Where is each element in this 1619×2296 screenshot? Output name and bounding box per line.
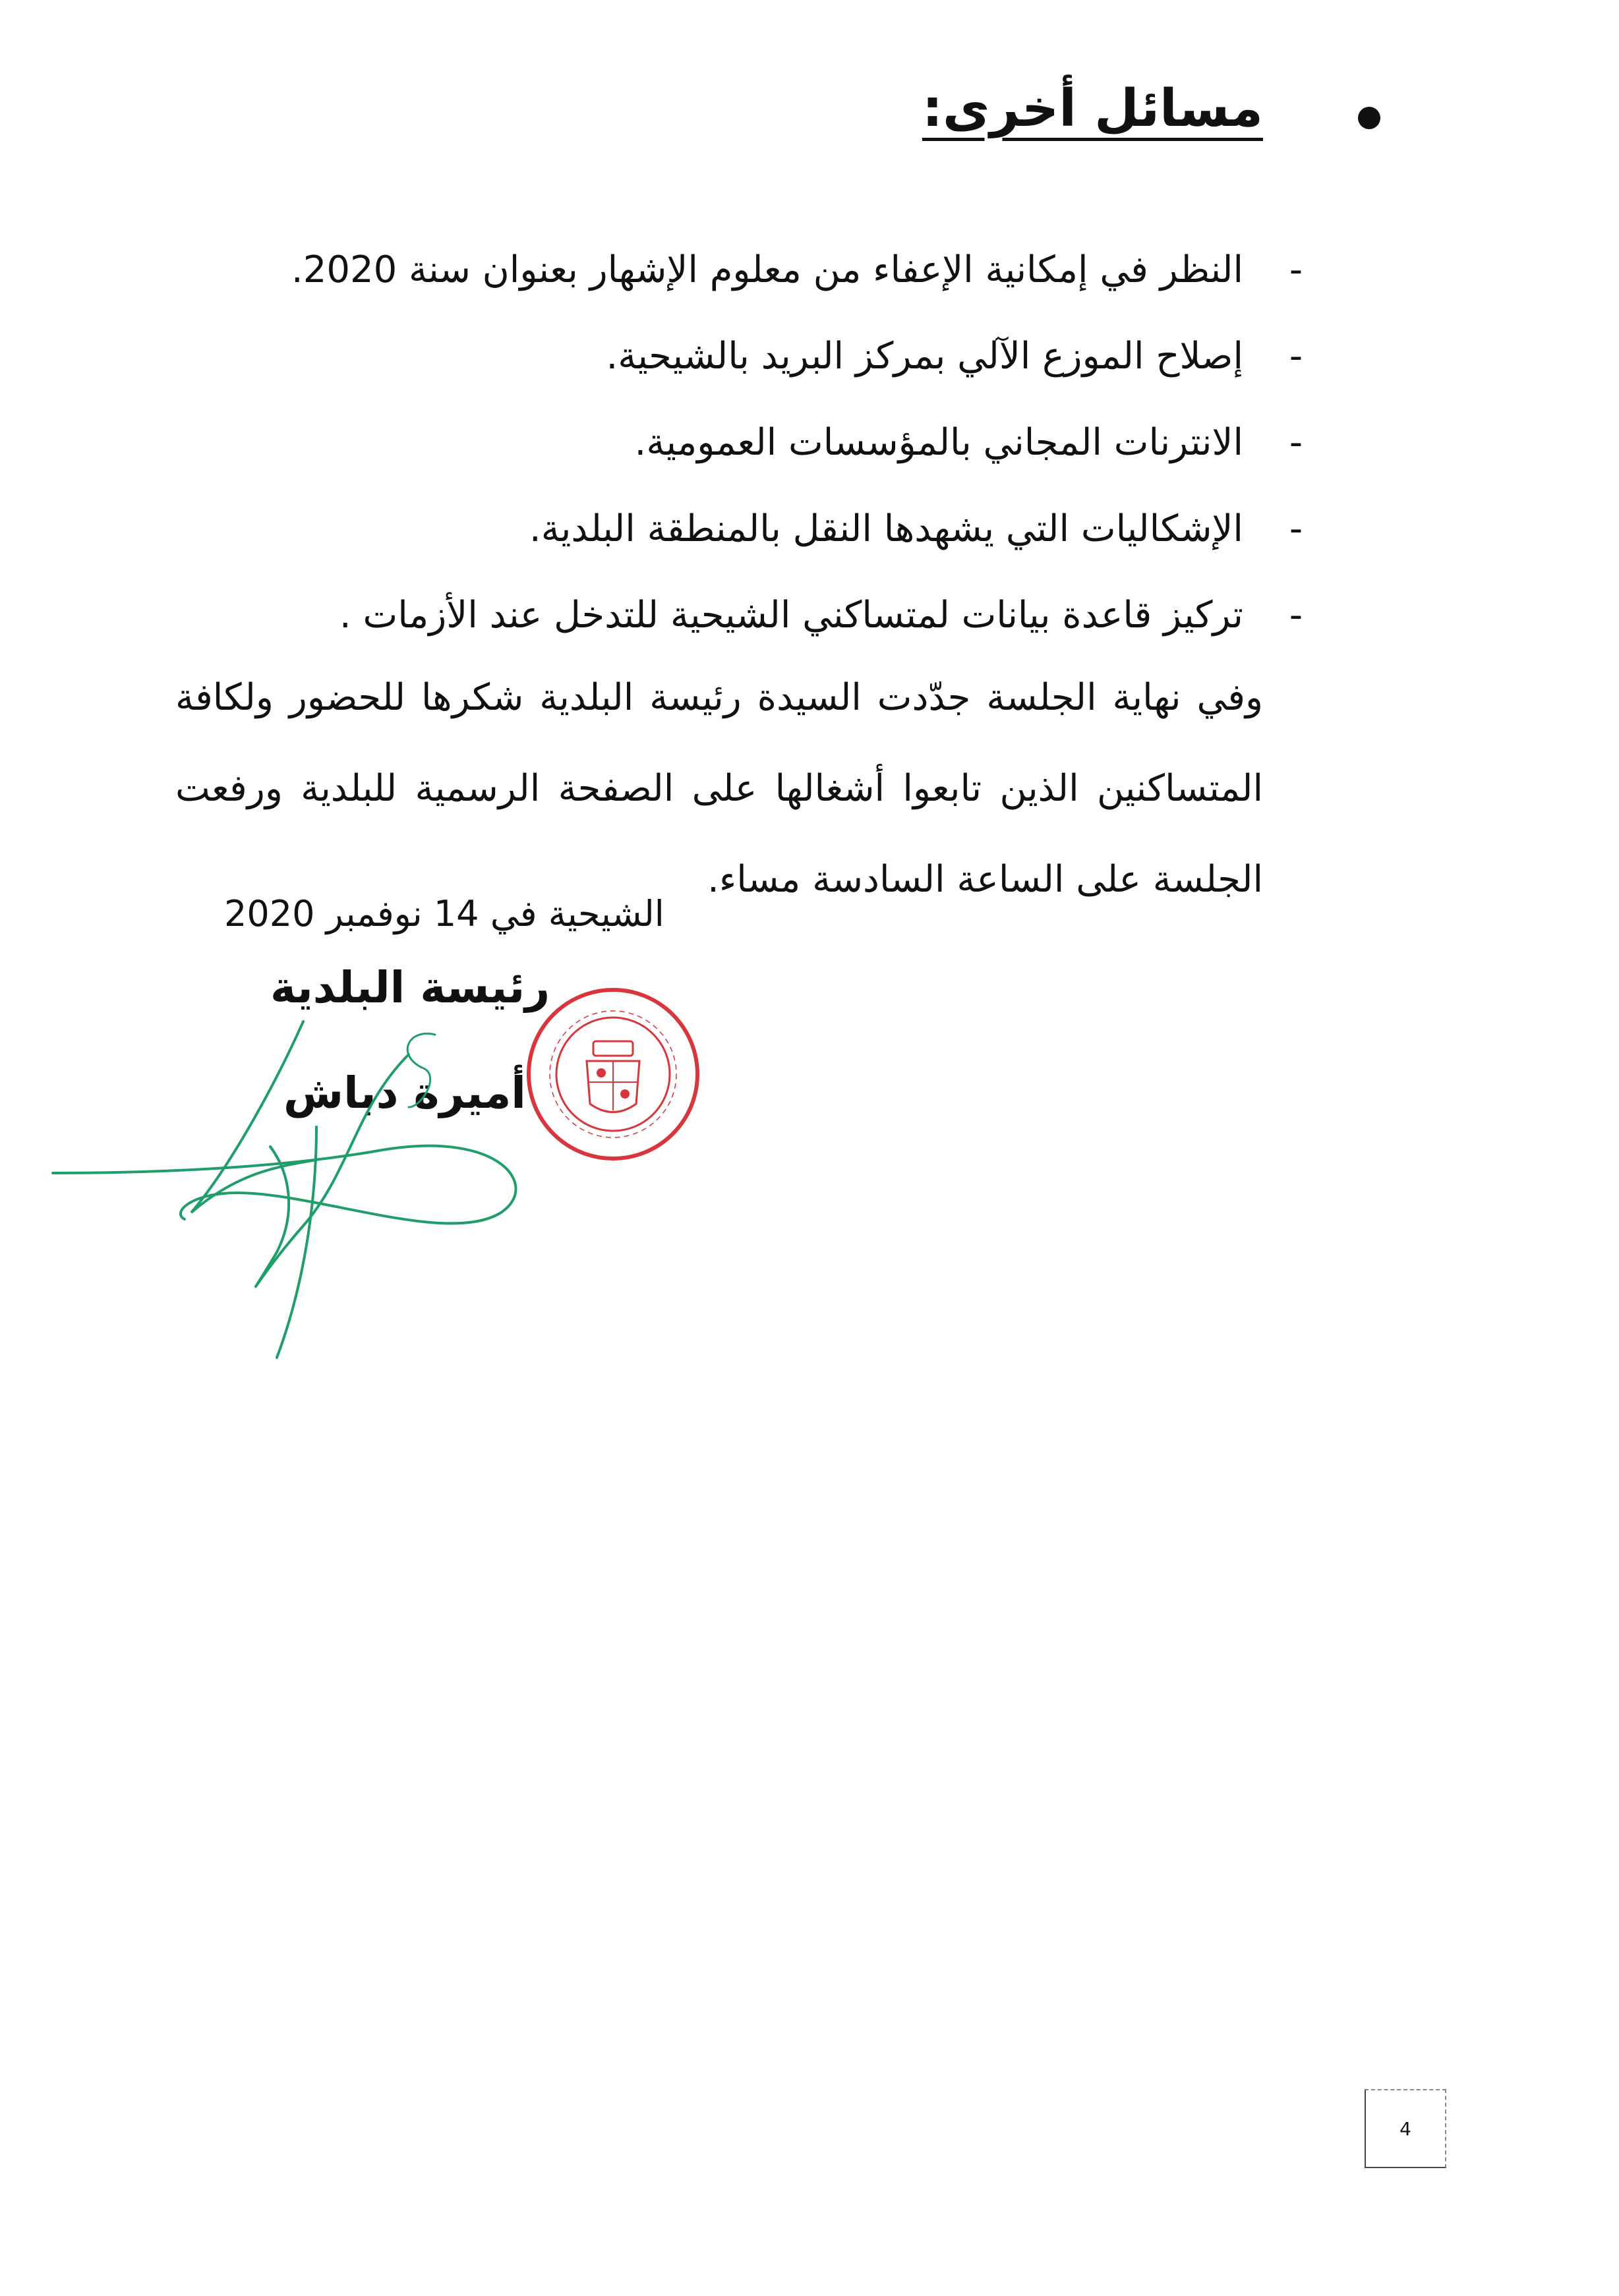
heading-bullet-icon — [1358, 107, 1380, 129]
signatory-title: رئيسة البلدية — [270, 962, 550, 1013]
closing-paragraph: وفي نهاية الجلسة جدّدت السيدة رئيسة البلدية شكرها للحضور ولكافة المتساكنين الذين تابعوا أشغالها على الصفحة الرسمية للبلدية ورفعت الجلسة على الساعة السادسة مساء. — [175, 676, 1263, 901]
official-stamp-icon — [521, 982, 705, 1166]
place-date: الشيحية في 14 نوفمبر 2020 — [224, 893, 664, 934]
signature-icon — [40, 975, 541, 1371]
agenda-item — [129, 330, 1316, 416]
agenda-item — [129, 503, 1316, 589]
list-dash-icon: - — [1289, 507, 1303, 550]
agenda-list — [129, 244, 1316, 675]
page-number: 4 — [1365, 2089, 1446, 2168]
section-heading: مسائل أخرى: — [922, 79, 1263, 138]
list-dash-icon: - — [1289, 335, 1303, 378]
agenda-item — [129, 416, 1316, 503]
agenda-item-text: إصلاح الموزع الآلي بمركز البريد بالشيحية. — [606, 335, 1243, 378]
list-dash-icon: - — [1289, 248, 1303, 291]
agenda-item — [129, 244, 1316, 330]
agenda-item-text: النظر في إمكانية الإعفاء من معلوم الإشهار بعنوان سنة 2020. — [291, 248, 1243, 291]
list-dash-icon: - — [1289, 421, 1303, 464]
agenda-item-text: الانترنات المجاني بالمؤسسات العمومية. — [634, 421, 1243, 464]
list-dash-icon: - — [1289, 594, 1303, 637]
agenda-item-text: تركيز قاعدة بيانات لمتساكني الشيحية للتدخل عند الأزمات . — [339, 594, 1243, 637]
signatory-name: أميرة دباش — [283, 1068, 526, 1118]
agenda-item-text: الإشكاليات التي يشهدها النقل بالمنطقة البلدية. — [529, 507, 1243, 550]
